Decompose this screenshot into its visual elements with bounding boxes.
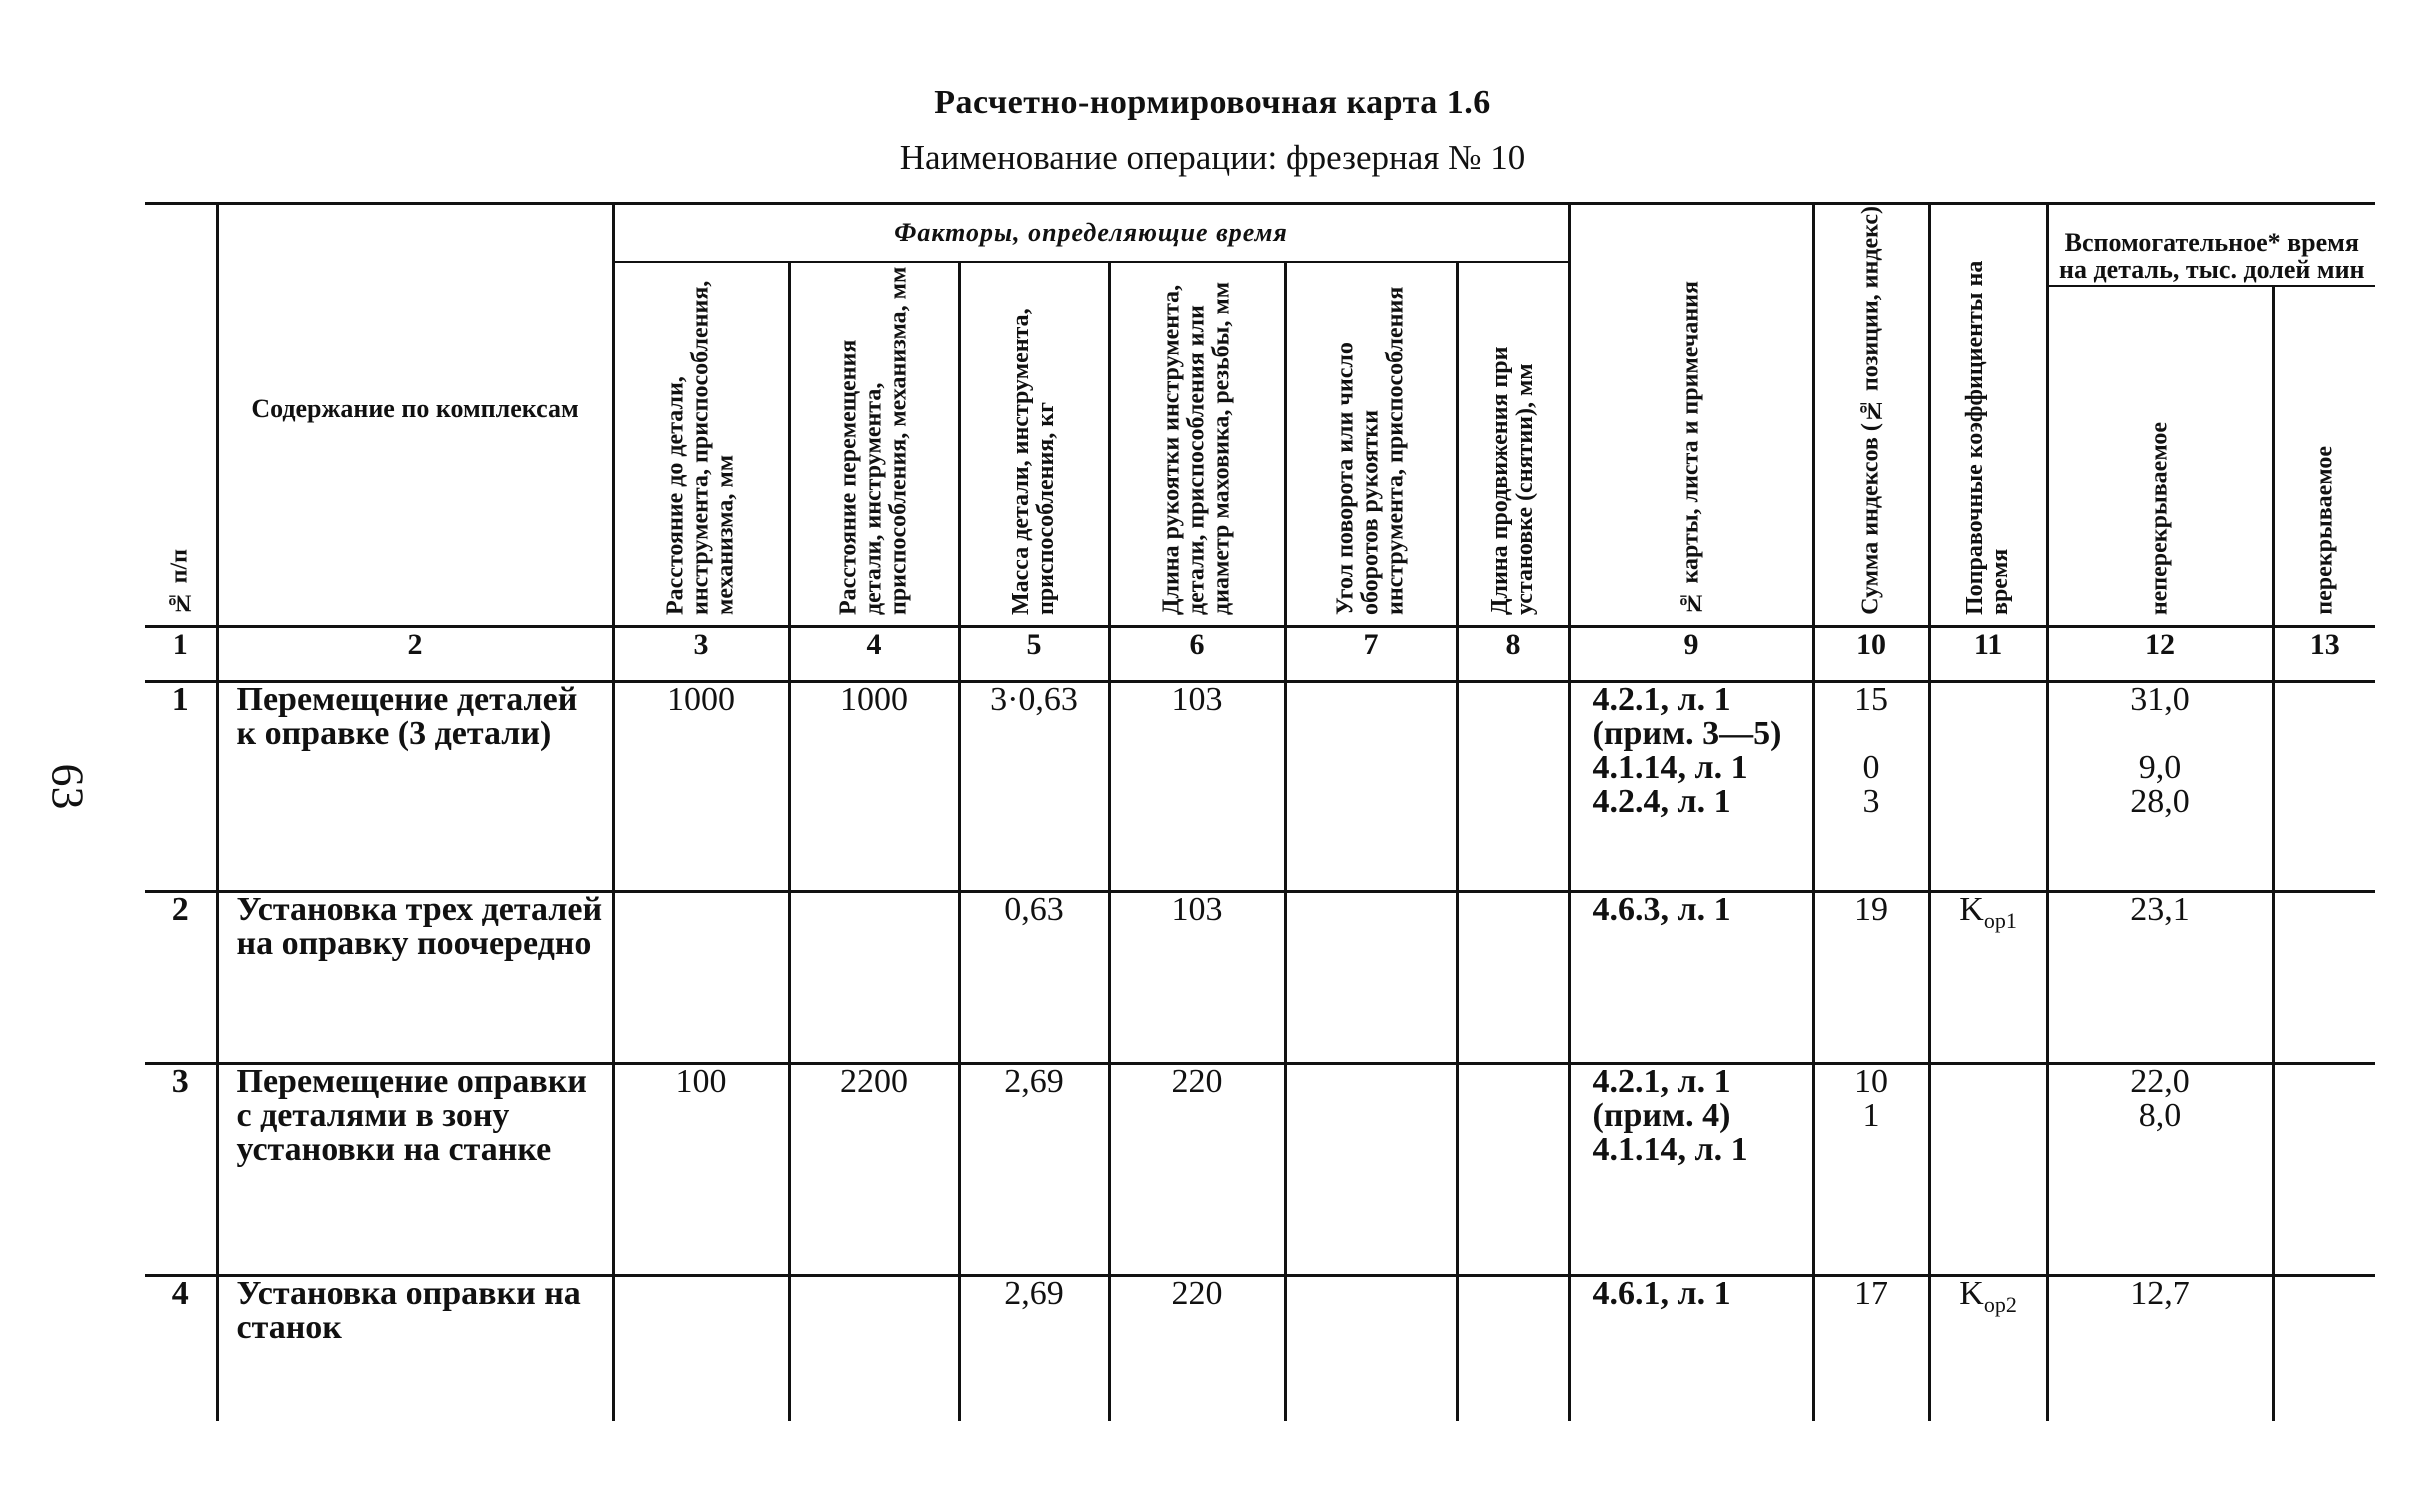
table-cell: 19	[1813, 892, 1929, 1064]
table-cell: Установка трех деталей на оправку поочередно	[217, 892, 613, 1064]
header-col-coefficients: Поправочные коэффициенты на время	[1929, 204, 2047, 627]
table-row	[145, 682, 2375, 892]
table-row	[145, 1276, 2375, 1421]
table-cell: 6	[1109, 627, 1285, 682]
table-cell: 3	[613, 627, 789, 682]
table-cell: 1	[145, 682, 217, 892]
table-cell: 22,0 8,0	[2047, 1064, 2273, 1276]
table-cell: 17	[1813, 1276, 1929, 1421]
header-col-content: Содержание по комплексам	[217, 204, 613, 627]
header-col-index-sum: Сумма индексов (№ позиции, индекс)	[1813, 204, 1929, 627]
table-cell	[1457, 892, 1569, 1064]
page-number: 63	[42, 763, 94, 810]
table-cell: 10 1	[1813, 1064, 1929, 1276]
table-cell: 4.2.1, л. 1 (прим. 3—5) 4.1.14, л. 1 4.2.4, л. 1	[1569, 682, 1813, 892]
table-cell: 220	[1109, 1276, 1285, 1421]
table-cell	[789, 1276, 959, 1421]
header-col-length: Длина рукоятки инструмента, детали, приспособления или диаметр маховика, резьбы, мм	[1109, 262, 1285, 627]
table-cell	[1457, 1064, 1569, 1276]
table-cell: 3	[145, 1064, 217, 1276]
table-cell	[1285, 1064, 1457, 1276]
table-cell: 1000	[789, 682, 959, 892]
table-cell: 4.6.3, л. 1	[1569, 892, 1813, 1064]
header-col-mass: Масса детали, инструмента, приспособления, кг	[959, 262, 1109, 627]
table-cell	[1285, 682, 1457, 892]
table-cell	[2273, 892, 2375, 1064]
header-col-non-overlapped: неперекрываемое	[2047, 286, 2273, 627]
table-cell: 9	[1569, 627, 1813, 682]
table-cell: 31,0 9,0 28,0	[2047, 682, 2273, 892]
table-cell	[1285, 1276, 1457, 1421]
table-cell	[789, 892, 959, 1064]
table-cell: 2200	[789, 1064, 959, 1276]
table-cell: 11	[1929, 627, 2047, 682]
header-col-overlapped: перекрываемое	[2311, 446, 2338, 615]
table-cell: 12,7	[2047, 1276, 2273, 1421]
header-col-distance: Расстояние до детали, инструмента, приспособления, механизма, мм	[613, 262, 789, 627]
table-cell	[2273, 1276, 2375, 1421]
table-cell	[1457, 1276, 1569, 1421]
table-cell: 4	[789, 627, 959, 682]
table-cell: 23,1	[2047, 892, 2273, 1064]
table-cell: Перемещение деталей к оправке (3 детали)	[217, 682, 613, 892]
table-cell: 220	[1109, 1064, 1285, 1276]
table-row	[145, 1064, 2375, 1276]
table-cell: 2	[145, 892, 217, 1064]
page-title: Расчетно-нормировочная карта 1.6	[934, 84, 1491, 121]
table-cell: 4	[145, 1276, 217, 1421]
table-cell: 103	[1109, 892, 1285, 1064]
header-factors-group: Факторы, определяющие время	[613, 204, 1569, 263]
norm-card-table	[145, 202, 2375, 1421]
table-row	[145, 892, 2375, 1064]
header-col-advance: Длина продвижения при установке (снятии), мм	[1457, 262, 1569, 627]
table-cell: 4.6.1, л. 1	[1569, 1276, 1813, 1421]
table-cell: 1000	[613, 682, 789, 892]
table-cell	[613, 892, 789, 1064]
table-cell: 1	[145, 627, 217, 682]
table-cell: 8	[1457, 627, 1569, 682]
table-cell: 0,63	[959, 892, 1109, 1064]
header-col-number: № п/п	[145, 204, 217, 627]
operation-name: Наименование операции: фрезерная № 10	[899, 138, 1526, 177]
header-col-angle: Угол поворота или число оборотов рукоятки инструмента, приспособления	[1285, 262, 1457, 627]
table-cell: 100	[613, 1064, 789, 1276]
header-aux-time-group: Вспомогательное* время на деталь, тыс. долей мин	[2047, 204, 2375, 287]
table-cell	[1929, 1064, 2047, 1276]
table-cell	[613, 1276, 789, 1421]
table-cell: 10	[1813, 627, 1929, 682]
column-number-row	[145, 627, 2375, 682]
table-cell: 13	[2273, 627, 2375, 682]
correction-coefficient: $K_{op1}$	[1929, 892, 2047, 1064]
table-cell	[1285, 892, 1457, 1064]
table-cell: 103	[1109, 682, 1285, 892]
table-cell: 5	[959, 627, 1109, 682]
table-cell: 15 0 3	[1813, 682, 1929, 892]
table-cell: 12	[2047, 627, 2273, 682]
table-cell: 2,69	[959, 1064, 1109, 1276]
header-col-card: № карты, листа и примечания	[1569, 204, 1813, 627]
table-cell: Установка оправки на станок	[217, 1276, 613, 1421]
table-cell: 2,69	[959, 1276, 1109, 1421]
table-cell: 4.2.1, л. 1 (прим. 4) 4.1.14, л. 1	[1569, 1064, 1813, 1276]
table-cell	[2273, 682, 2375, 892]
table-cell: 7	[1285, 627, 1457, 682]
table-cell: 3·0,63	[959, 682, 1109, 892]
table-cell: Перемещение оправки с деталями в зону установки на станке	[217, 1064, 613, 1276]
table-cell	[2273, 1064, 2375, 1276]
table-cell	[1457, 682, 1569, 892]
table-cell: 2	[217, 627, 613, 682]
header-col-travel: Расстояние перемещения детали, инструмента, приспособления, механизма, мм	[789, 262, 959, 627]
table-cell	[1929, 682, 2047, 892]
correction-coefficient: $K_{op2}$	[1929, 1276, 2047, 1421]
